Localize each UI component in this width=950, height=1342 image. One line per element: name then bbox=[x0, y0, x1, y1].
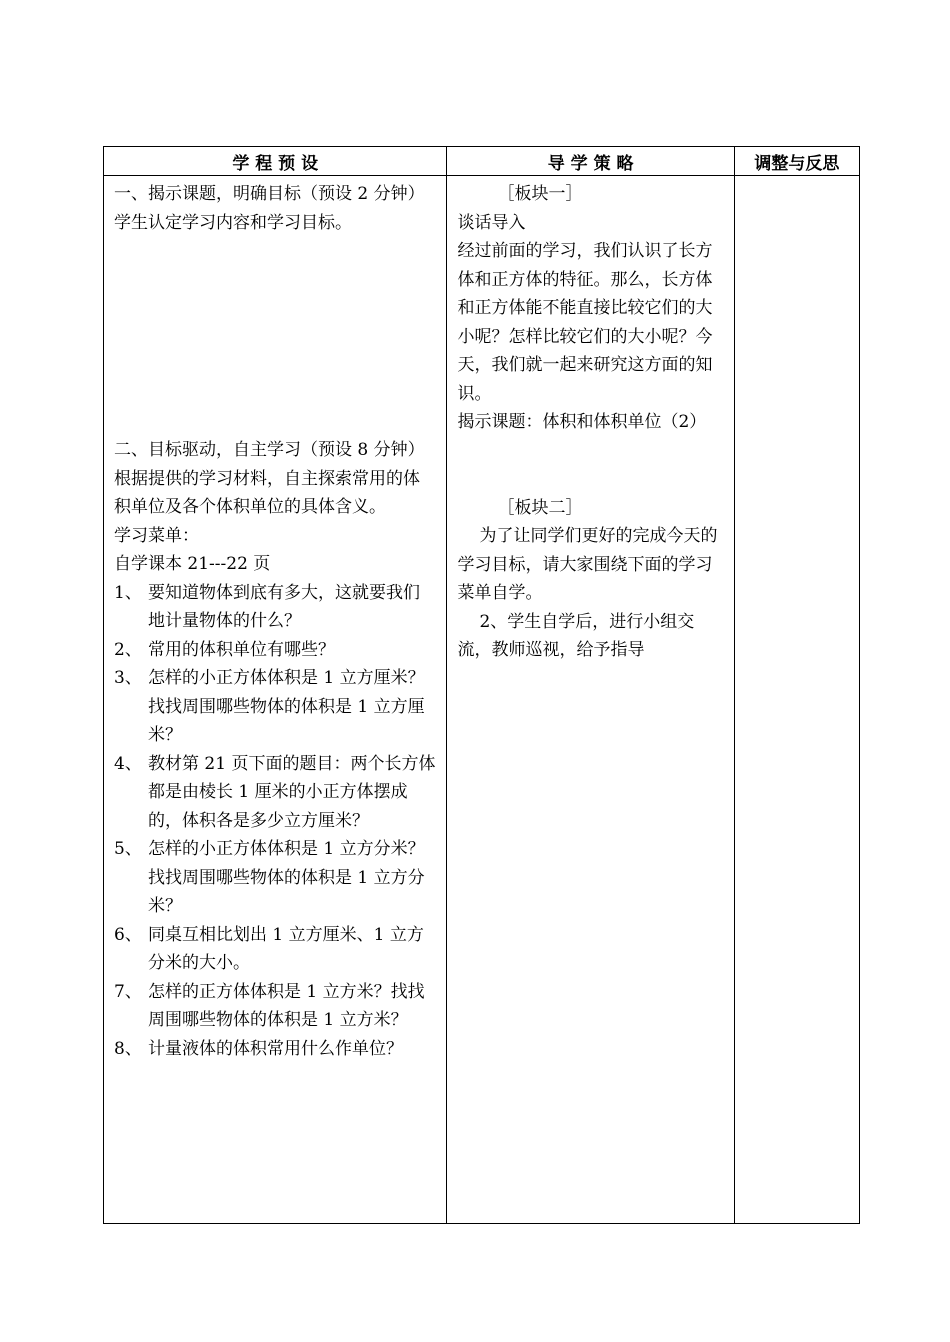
study-menu-list bbox=[114, 579, 436, 1064]
block1-heading: ［板块一］ bbox=[497, 184, 583, 204]
menu-intro: 自学课本 21---22 页 bbox=[114, 554, 271, 574]
lesson-plan-table bbox=[103, 146, 860, 1224]
section1-text: 学生认定学习内容和学习目标。 bbox=[114, 212, 352, 233]
block2-heading: ［板块二］ bbox=[497, 497, 583, 518]
header-adjust-reflect: 调整与反思 bbox=[734, 147, 859, 176]
header-guide-strategy: 导 学 策 略 bbox=[447, 147, 734, 176]
adjust-reflect-cell bbox=[734, 176, 859, 1224]
list-item: 7、 怎样的正方体体积是 1 立方米？找找周围哪些物体的体积是 1 立方米？ bbox=[114, 981, 425, 1030]
section2-title: 二、目标驱动，自主学习（预设 8 分钟） bbox=[114, 440, 425, 460]
menu-label: 学习菜单： bbox=[114, 525, 199, 546]
block1-text: 经过前面的学习，我们认识了长方体和正方体的特征。那么，长方体和正方体能不能直接比较它们的大小呢？怎样比较它们的大小呢？今天，我们就一起来研究这方面的知识。 bbox=[457, 241, 713, 404]
list-item: 8、 计量液体的体积常用什么作单位？ bbox=[114, 1038, 403, 1059]
list-item: 5、 怎样的小正方体体积是 1 立方分米？找找周围哪些物体的体积是 1 立方分米？ bbox=[114, 839, 425, 916]
header-study-process: 学 程 预 设 bbox=[104, 147, 447, 176]
guide-strategy-cell bbox=[447, 176, 734, 1224]
list-item: 4、 教材第 21 页下面的题目：两个长方体都是由棱长 1 厘米的小正方体摆成的，体积各是多少立方厘米？ bbox=[114, 753, 436, 831]
block2-text1: 为了让同学们更好的完成今天的学习目标，请大家围绕下面的学习菜单自学。 bbox=[457, 526, 718, 603]
list-item: 6、 同桌互相比划出 1 立方厘米、1 立方分米的大小。 bbox=[114, 924, 424, 973]
list-item: 1、 要知道物体到底有多大，这就要我们地计量物体的什么？ bbox=[114, 582, 420, 631]
study-process-cell bbox=[104, 176, 447, 1224]
header-row bbox=[104, 147, 860, 176]
list-item: 3、 怎样的小正方体体积是 1 立方厘米？找找周围哪些物体的体积是 1 立方厘米？ bbox=[114, 668, 425, 745]
section1-title: 一、揭示课题，明确目标（预设 2 分钟） bbox=[114, 184, 425, 204]
content-row bbox=[104, 176, 860, 1224]
block1-subheading: 谈话导入 bbox=[457, 212, 526, 233]
section2-text: 根据提供的学习材料，自主探索常用的体积单位及各个体积单位的具体含义。 bbox=[114, 468, 420, 517]
block1-reveal: 揭示课题：体积和体积单位（2） bbox=[457, 412, 707, 432]
list-item: 2、 常用的体积单位有哪些？ bbox=[114, 639, 335, 660]
block2-text2: 2、学生自学后，进行小组交流，教师巡视，给予指导 bbox=[457, 611, 695, 660]
